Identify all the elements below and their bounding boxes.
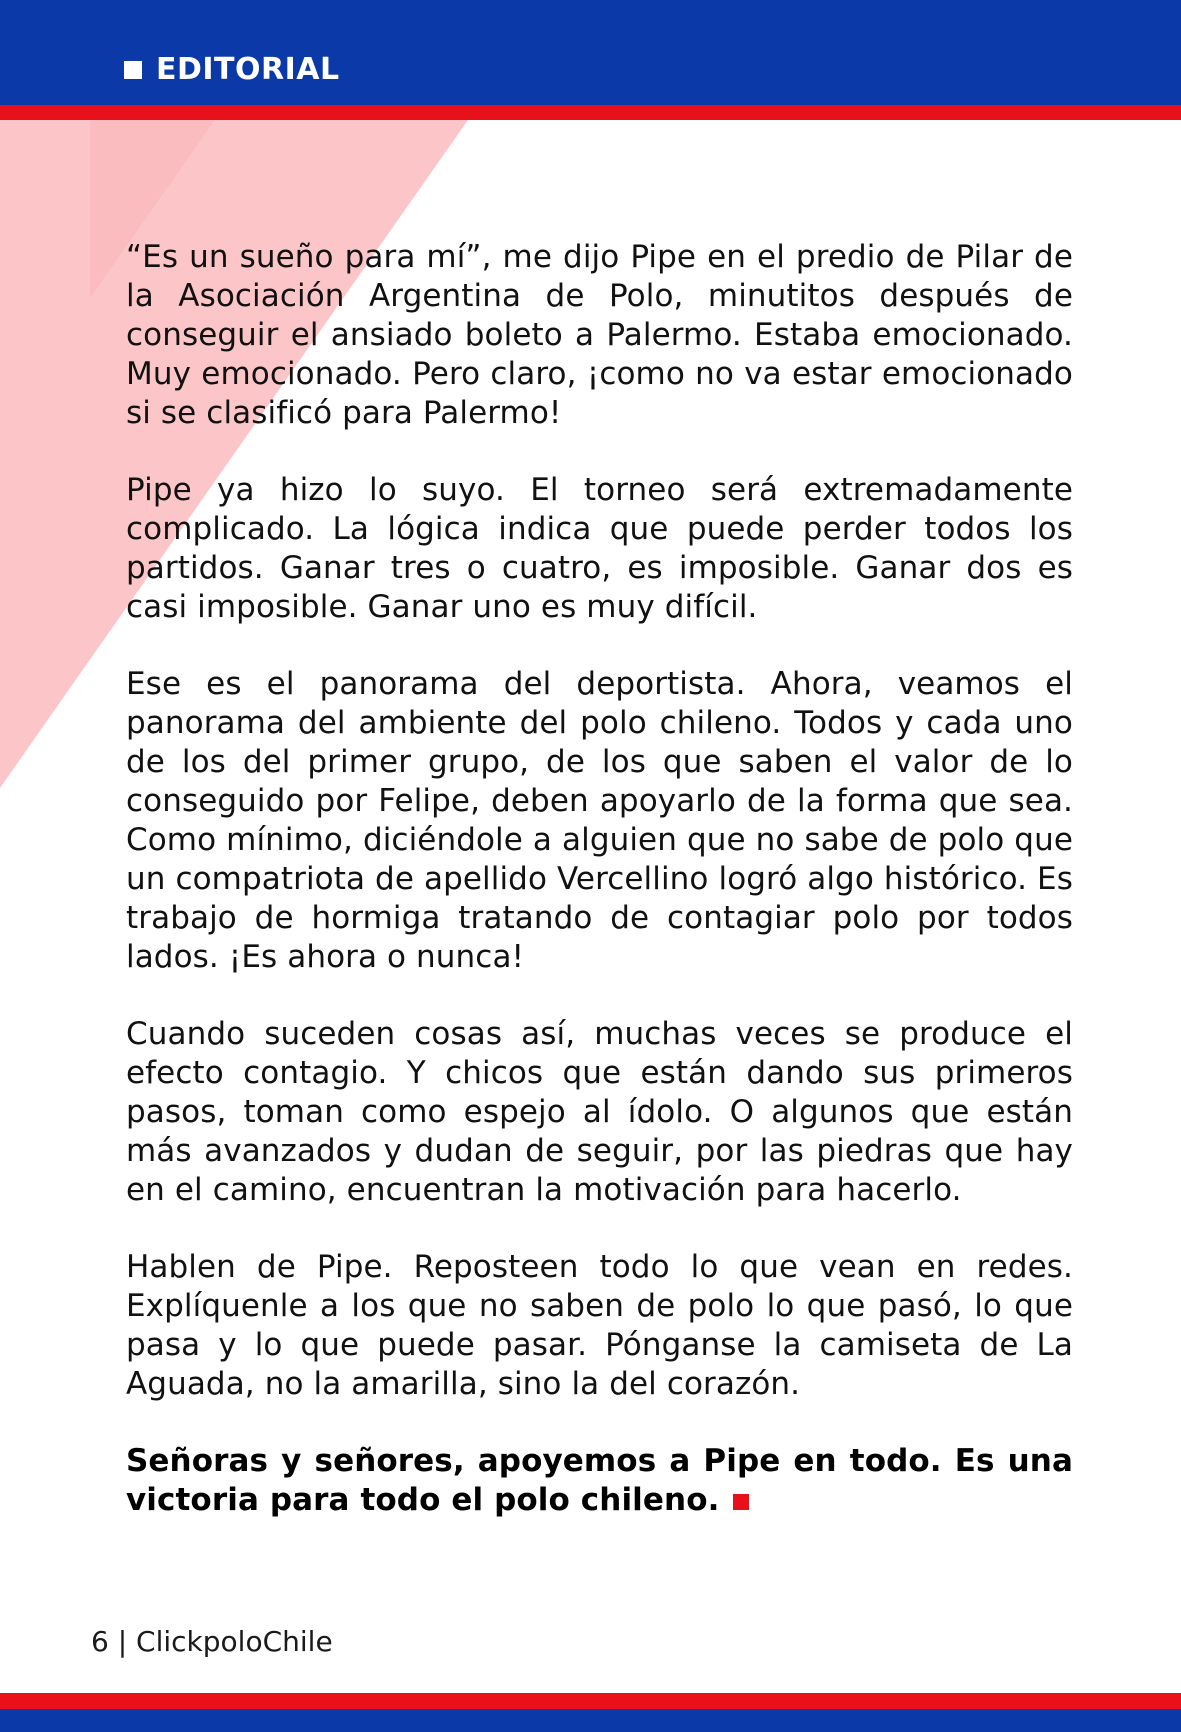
footer-band: [0, 1709, 1181, 1732]
end-square-icon: [733, 1494, 749, 1510]
paragraph-5: Hablen de Pipe. Reposteen todo lo que vean en redes. Explíquenle a los que no saben de polo lo que pasó, lo que pasa y lo que puede pasar. Pónganse la camiseta de La Aguada, no la amarilla, sino la del corazón.: [126, 1249, 1073, 1402]
paragraph-1: “Es un sueño para mí”, me dijo Pipe en el predio de Pilar de la Asociación Argentina de Polo, minutitos después de conseguir el ansiado boleto a Palermo. Estaba emocionado. Muy emocionado. Pero claro, ¡como no va estar emocionado si se clasificó para Palermo!: [126, 239, 1073, 431]
closing-statement: [126, 1442, 1073, 1520]
paragraph-3: Ese es el panorama del deportista. Ahora, veamos el panorama del ambiente del polo chileno. Todos y cada uno de los del primer grupo, de los que saben el valor de lo conseguido por Felipe, deben apoyarlo de la forma que sea. Como mínimo, diciéndole a alguien que no sabe de polo que un compatriota de apellido Vercellino logró algo histórico. Es trabajo de hormiga tratando de contagiar polo por todos lados. ¡Es ahora o nunca!: [126, 666, 1073, 975]
page-footer: 6 | ClickpoloChile: [91, 1625, 333, 1658]
header-red-stripe: [0, 105, 1181, 120]
closing-text: Señoras y señores, apoyemos a Pipe en todo. Es una victoria para todo el polo chileno.: [126, 1443, 1073, 1518]
paragraph-4: Cuando suceden cosas así, muchas veces se produce el efecto contagio. Y chicos que están dando sus primeros pasos, toman como espejo al ídolo. O algunos que están más avanzados y dudan de seguir, por las piedras que hay en el camino, encuentran la motivación para hacerlo.: [126, 1016, 1073, 1208]
section-header: [124, 52, 340, 87]
section-label: EDITORIAL: [156, 52, 340, 87]
article-body: [126, 238, 1073, 1558]
paragraph-2: Pipe ya hizo lo suyo. El torneo será extremadamente complicado. La lógica indica que puede perder todos los partidos. Ganar tres o cuatro, es imposible. Ganar dos es casi imposible. Ganar uno es muy difícil.: [126, 472, 1073, 625]
square-bullet-icon: [124, 61, 142, 79]
footer-red-stripe: [0, 1693, 1181, 1709]
